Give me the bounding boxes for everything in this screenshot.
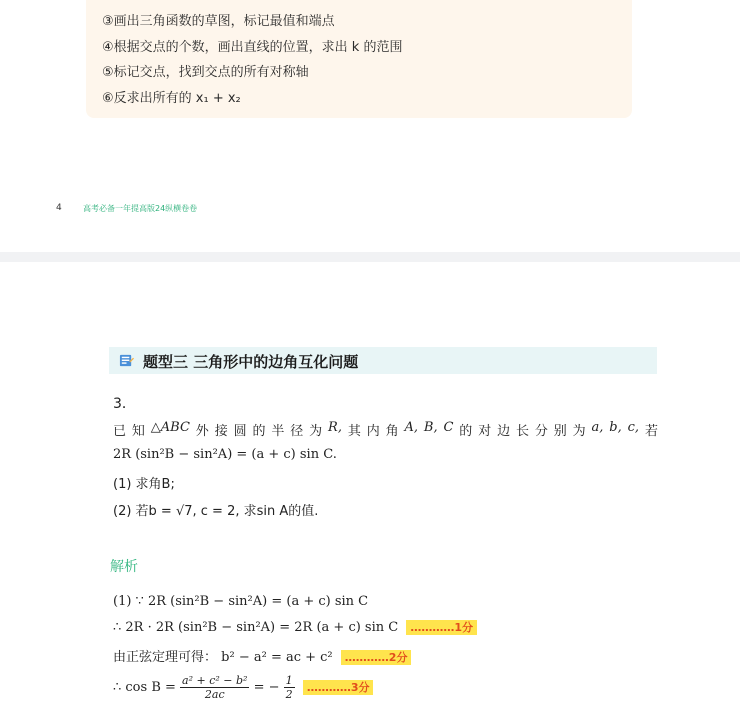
half-fraction: [284, 674, 295, 701]
question-stem-token: 的: [459, 424, 473, 439]
question-stem-token: △ABC: [150, 420, 190, 435]
question-stem-line1: [113, 420, 658, 439]
question-part-1: (1) 求角B;: [113, 477, 175, 492]
question-stem-token: b,: [609, 420, 622, 435]
question-stem-token: 已: [113, 424, 127, 439]
score-mark-1: …………1分: [406, 620, 477, 635]
question-stem-token: 分: [534, 424, 548, 439]
question-stem-token: c,: [627, 420, 640, 435]
solution-line-3-math: b² − a² = ac + c²: [221, 650, 333, 665]
solution-line-4: [113, 674, 373, 701]
question-stem-token: 外: [195, 424, 209, 439]
question-stem-token: 半: [271, 424, 285, 439]
question-stem-token: 的: [252, 424, 266, 439]
question-stem-token: R,: [328, 420, 342, 435]
section-title: 题型三 三角形中的边角互化问题: [143, 353, 359, 371]
question-stem-token: 为: [572, 424, 586, 439]
score-mark-2: …………2分: [341, 650, 412, 665]
question-stem-token: 对: [478, 424, 492, 439]
question-stem-token: 知: [131, 424, 145, 439]
question-stem-token: 接: [214, 424, 228, 439]
solution-line-3: [113, 646, 411, 665]
page-number: 4: [56, 203, 62, 213]
question-stem-token: 为: [309, 424, 323, 439]
question-stem-token: 边: [497, 424, 511, 439]
step-5: ⑤标记交点，找到交点的所有对称轴: [102, 65, 309, 80]
question-stem-token: A,: [404, 420, 419, 435]
section-header: [109, 347, 657, 374]
cosine-fraction: [180, 674, 249, 701]
question-stem-token: 长: [515, 424, 529, 439]
question-stem-token: a,: [591, 420, 604, 435]
question-stem-line2: 2R (sin²B − sin²A) = (a + c) sin C.: [113, 447, 337, 462]
page-footer-text: 高考必备一年提高版24纵横卷卷: [83, 204, 198, 213]
book-icon: [119, 353, 134, 368]
question-stem-token: C: [443, 420, 454, 435]
solution-line-4-prefix: ∴ cos B =: [113, 680, 176, 695]
question-stem-token: 内: [366, 424, 380, 439]
question-number: 3．: [113, 396, 136, 412]
question-stem-token: B,: [423, 420, 438, 435]
step-6: ⑥反求出所有的 x₁ + x₂: [102, 91, 241, 106]
question-stem-token: 径: [290, 424, 304, 439]
solution-line-1: (1) ∵ 2R (sin²B − sin²A) = (a + c) sin C: [113, 594, 369, 609]
question-stem-token: 角: [385, 424, 399, 439]
question-part-2: (2) 若b = √7, c = 2, 求sin A的值.: [113, 504, 319, 519]
question-stem-token: 若: [644, 424, 658, 439]
half-numerator: 1: [285, 674, 293, 687]
question-stem-token: 其: [347, 424, 361, 439]
step-3: ③画出三角函数的草图，标记最值和端点: [102, 14, 335, 29]
score-mark-3: …………3分: [303, 680, 374, 695]
solution-line-4-eq: = −: [253, 680, 280, 695]
step-4: ④根据交点的个数，画出直线的位置，求出 k 的范围: [102, 40, 403, 55]
half-denominator: 2: [285, 688, 293, 701]
solution-line-3-prefix: 由正弦定理可得：: [113, 650, 218, 665]
question-stem-token: 圆: [233, 424, 247, 439]
document-page-5: [0, 262, 740, 705]
question-stem-token: 别: [553, 424, 567, 439]
cosine-numerator: a² + c² − b²: [182, 674, 248, 687]
document-page-4: [0, 0, 740, 252]
solution-line-2-math: ∴ 2R · 2R (sin²B − sin²A) = 2R (a + c) sin C: [113, 620, 399, 635]
solution-label: 解析: [110, 559, 138, 575]
solution-line-2: [113, 620, 477, 635]
cosine-denominator: 2ac: [204, 688, 225, 701]
